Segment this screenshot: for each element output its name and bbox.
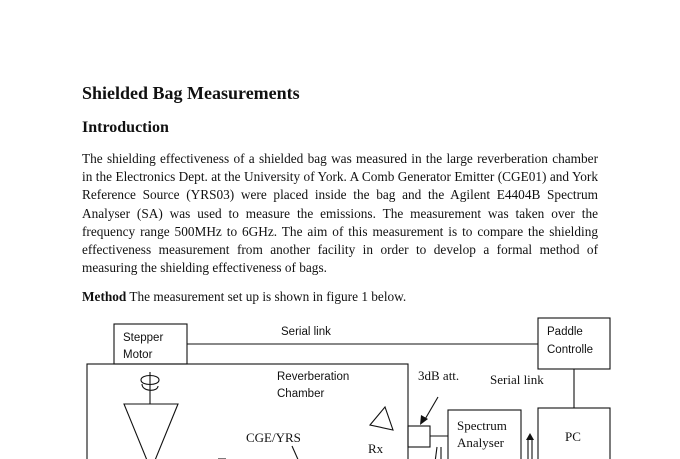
rx-label: Rx [368, 441, 384, 456]
serial-link-right-label: Serial link [490, 372, 544, 387]
chamber-label-line1: Reverberation [277, 371, 350, 383]
page-title: Shielded Bag Measurements [82, 83, 300, 103]
intro-paragraph: The shielding effectiveness of a shielded bag was measured in the large reverberation chamber in the Electronics Dept. at the University of York. A Comb Generator Emitter (CGE01) and York Reference Source (YRS03) were placed inside the bag and the Agilent E4404B Spectrum Analyser (SA) was used to measure the emissions. The measurement was taken over the frequency range 500MHz to 6GHz. The aim of this measurement is to compare the shielding effectiveness measurement from another facility in order to develop a formal method of measuring the shielding effectiveness of bags. [82, 151, 598, 276]
pc-arrowhead [526, 433, 534, 440]
section-heading-introduction: Introduction [82, 119, 169, 136]
attenuator-box [408, 426, 430, 447]
cge-yrs-label: CGE/YRS [246, 430, 301, 445]
spectrum-analyser-label-line1: Spectrum [457, 418, 507, 433]
pc-label: PC [565, 429, 581, 444]
method-label: Method [82, 289, 127, 304]
cge-pointer-line [292, 446, 300, 459]
method-text: The measurement set up is shown in figure 1 below. [126, 289, 407, 304]
stepper-motor-label-line2: Motor [123, 349, 153, 361]
paddle-controller-label-line1: Paddle [547, 326, 583, 338]
att-pointer-arrow [424, 397, 438, 421]
analyser-cable-1 [434, 447, 437, 459]
serial-link-top-label: Serial link [281, 326, 331, 338]
spectrum-analyser-label-line2: Analyser [457, 435, 504, 450]
rx-antenna-icon [370, 407, 393, 430]
stepper-motor-label-line1: Stepper [123, 332, 164, 344]
paddle-controller-label-line2: Controlle [547, 344, 594, 356]
paddle-icon [124, 404, 178, 459]
chamber-label-line2: Chamber [277, 388, 325, 400]
attenuator-label: 3dB att. [418, 368, 460, 383]
